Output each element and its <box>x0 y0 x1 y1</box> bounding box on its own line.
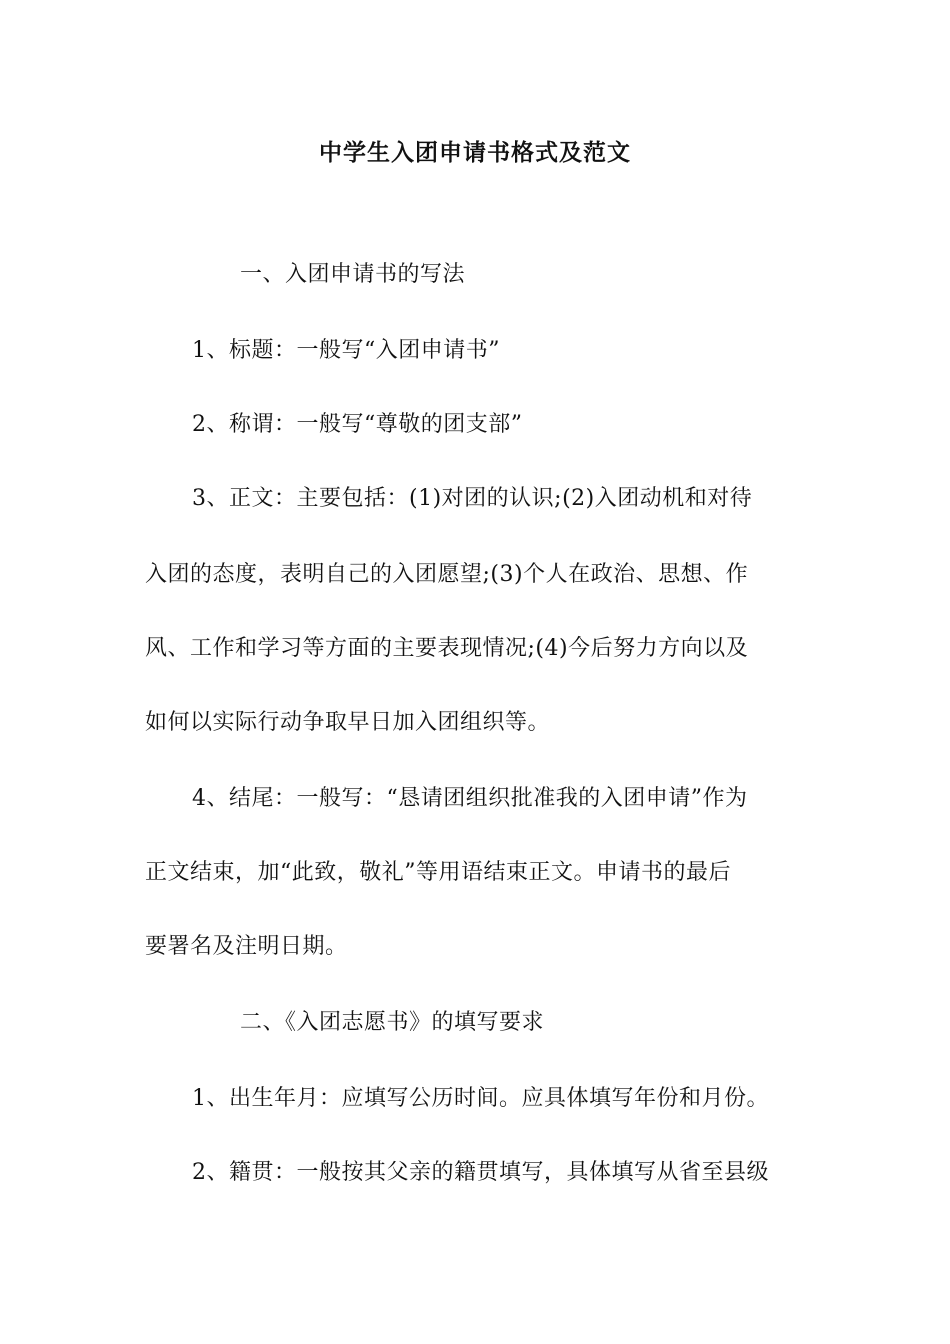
paragraph-line: 入团的态度，表明自己的入团愿望;(3)个人在政治、思想、作 <box>145 562 749 587</box>
section-heading-2: 二、《入团志愿书》的填写要求 <box>240 1010 545 1035</box>
document-title: 中学生入团申请书格式及范文 <box>319 139 631 166</box>
paragraph-line: 风、工作和学习等方面的主要表现情况;(4)今后努力方向以及 <box>145 636 749 661</box>
paragraph-line: 2、称谓：一般写“尊敬的团支部” <box>192 412 523 437</box>
paragraph-line: 要署名及注明日期。 <box>145 934 348 959</box>
paragraph-line: 3、正文：主要包括：(1)对团的认识;(2)入团动机和对待 <box>192 486 753 511</box>
paragraph-line: 2、籍贯：一般按其父亲的籍贯填写，具体填写从省至县级 <box>192 1160 769 1185</box>
paragraph-line: 正文结束，加“此致，敬礼”等用语结束正文。申请书的最后 <box>145 860 731 885</box>
paragraph-line: 1、出生年月：应填写公历时间。应具体填写年份和月份。 <box>192 1086 769 1111</box>
section-heading-1: 一、入团申请书的写法 <box>240 262 466 287</box>
paragraph-line: 如何以实际行动争取早日加入团组织等。 <box>145 710 551 735</box>
paragraph-line: 4、结尾：一般写：“恳请团组织批准我的入团申请”作为 <box>192 786 748 811</box>
paragraph-line: 1、标题：一般写“入团申请书” <box>192 338 500 363</box>
